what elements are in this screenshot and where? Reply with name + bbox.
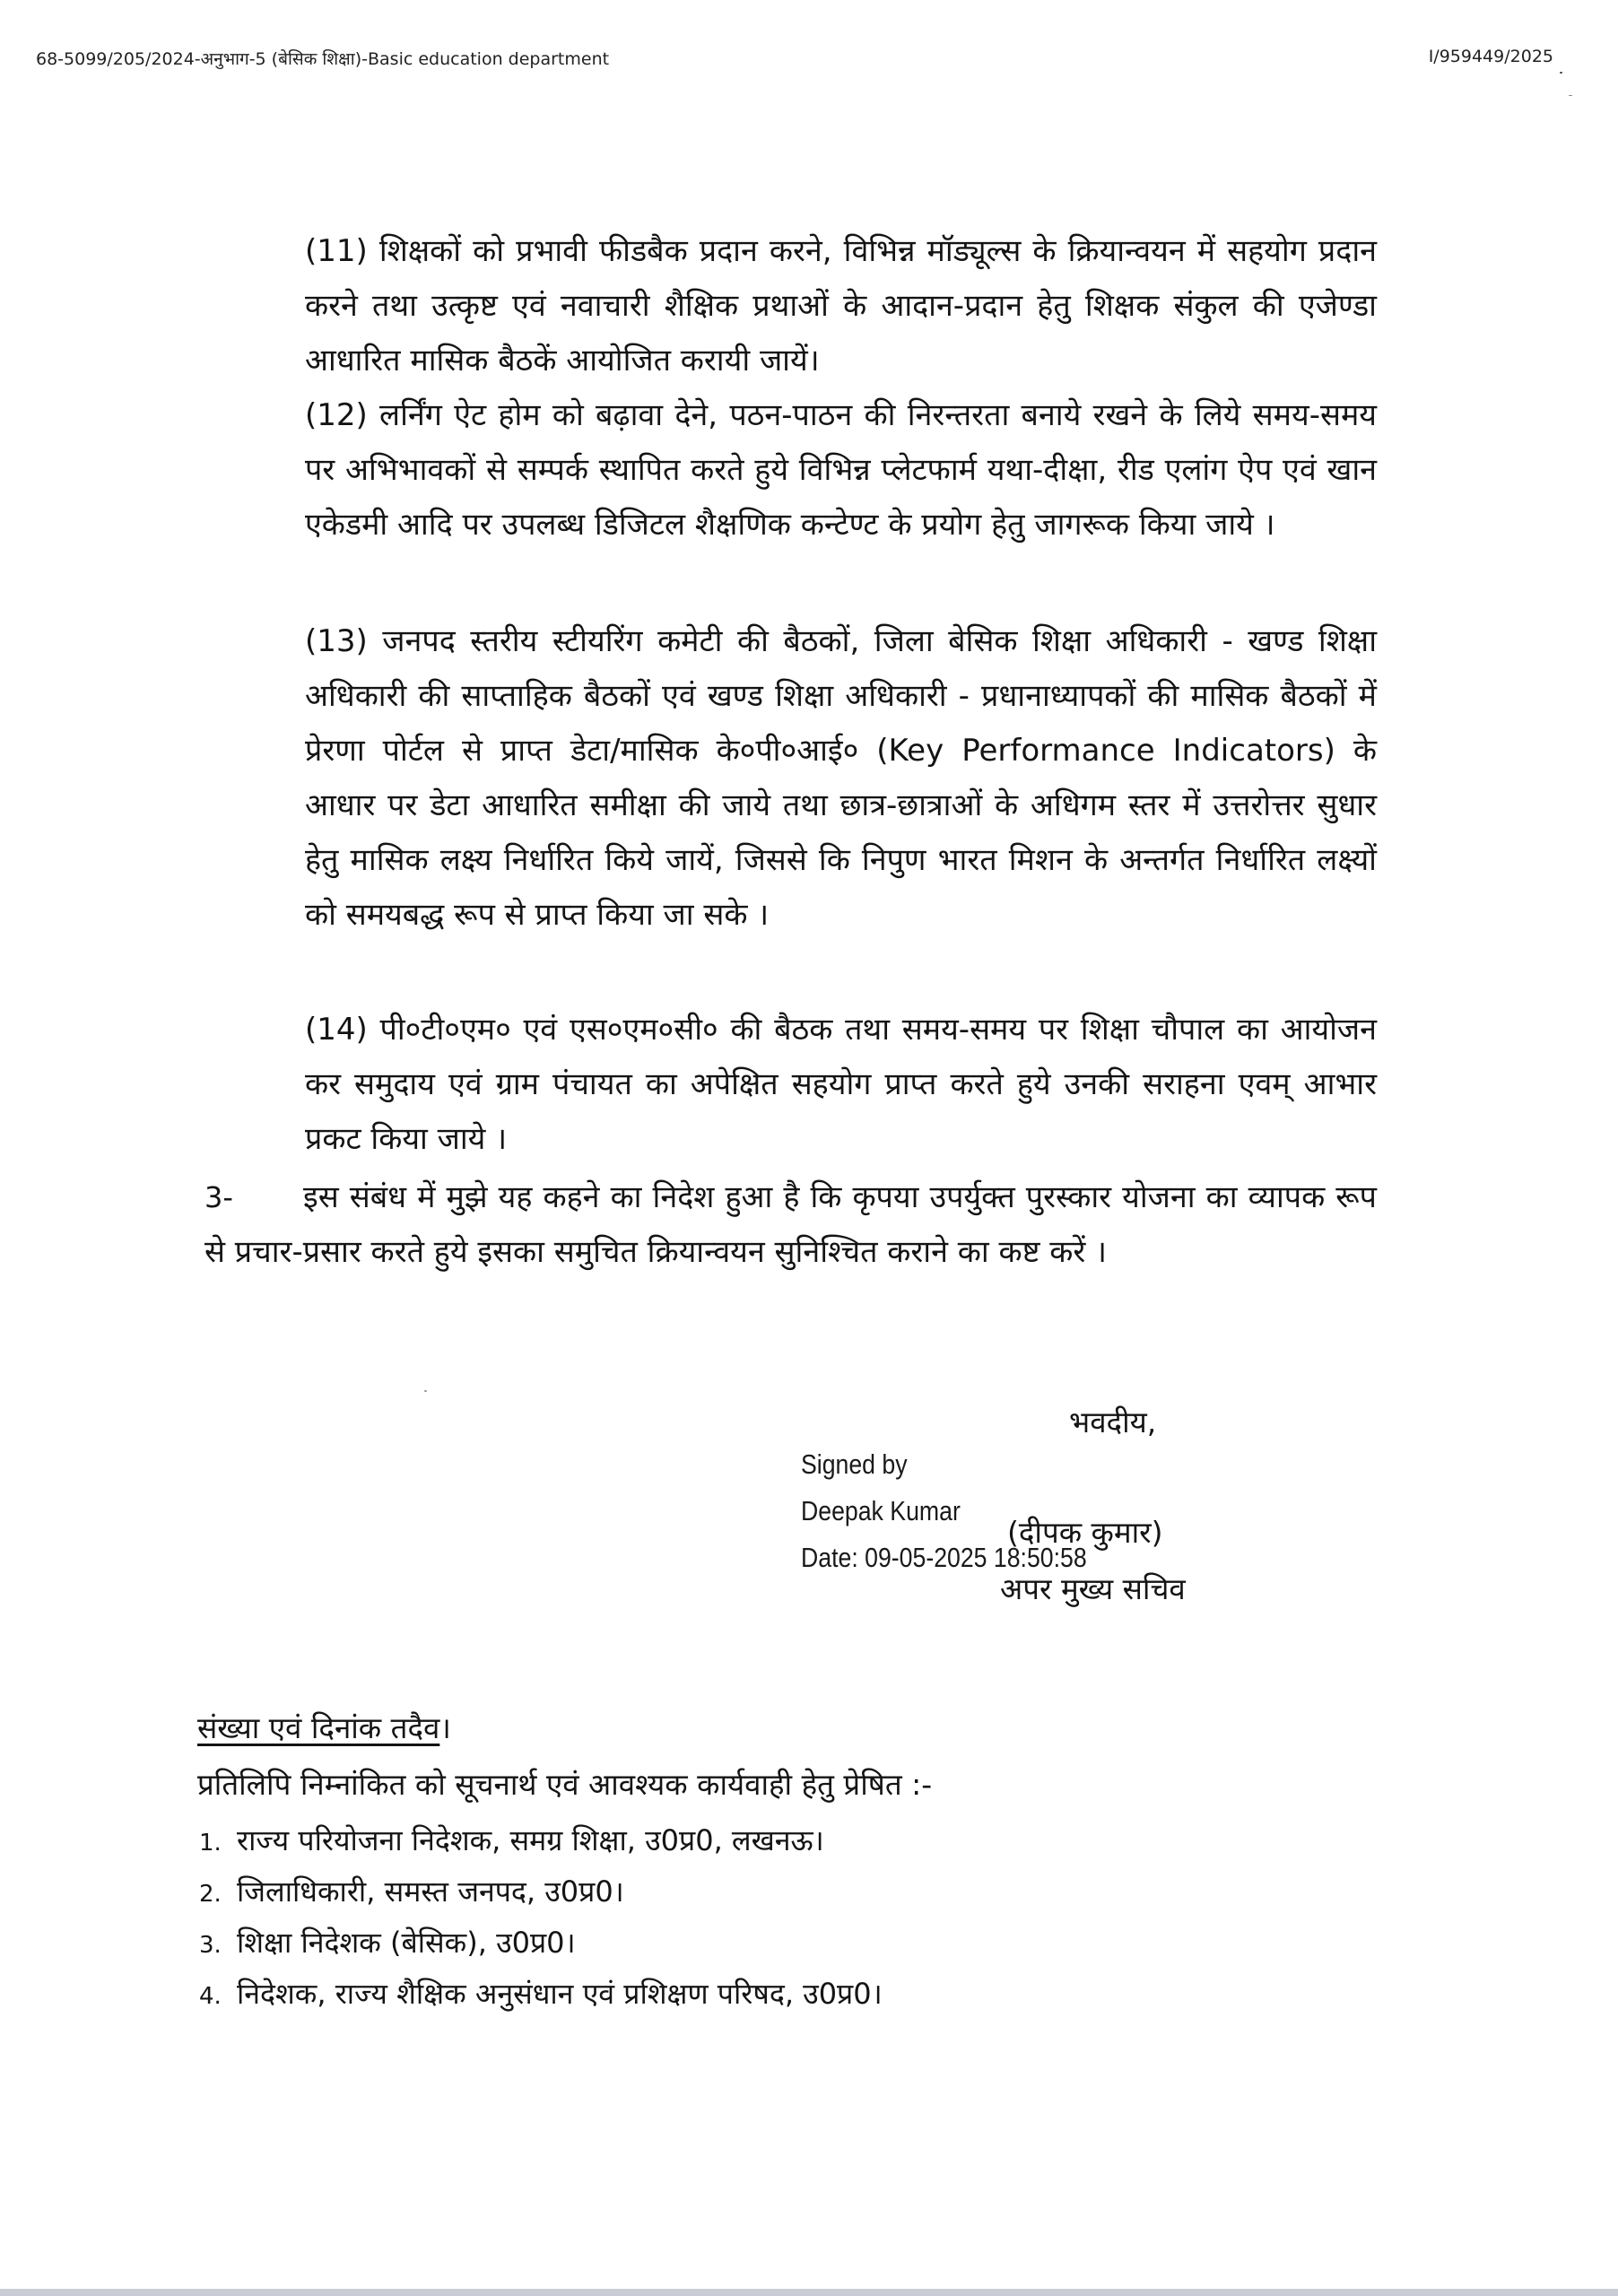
signer-designation: अपर मुख्य सचिव <box>1000 1571 1186 1606</box>
point-12: (12) लर्निंग ऐट होम को बढ़ावा देने, पठन-पाठन की निरन्तरता बनाये रखने के लिये समय-समय पर अभिभावकों से सम्पर्क स्थापित करते हुये विभिन्न प्लेटफार्म यथा-दीक्षा, रीड एलांग ऐप एवं खान एकेडमी आदि पर उपलब्ध डिजिटल शैक्षणिक कन्टेण्ट के प्रयोग हेतु जागरूक किया जाये । <box>305 397 1377 543</box>
list-item <box>199 1969 883 2020</box>
list-item-number: 2. <box>199 1881 222 1908</box>
scan-speck <box>424 1390 427 1392</box>
point-14: (14) पी०टी०एम० एवं एस०एम०सी० की बैठक तथा समय-समय पर शिक्षा चौपाल का आयोजन कर समुदाय एवं ग्राम पंचायत का अपेक्षित सहयोग प्राप्त करते हुये उनकी सराहना एवम् आभार प्रकट किया जाये । <box>305 1012 1377 1157</box>
copy-intro: प्रतिलिपि निम्नांकित को सूचनार्थ एवं आवश्यक कार्यवाही हेतु प्रेषित :- <box>197 1767 933 1802</box>
scan-edge-strip <box>0 2289 1618 2296</box>
list-item-number: 1. <box>199 1830 222 1857</box>
recipient-list <box>199 1815 883 2020</box>
list-item-text: निदेशक, राज्य शैक्षिक अनुसंधान एवं प्रशिक्षण परिषद, उ0प्र0। <box>237 1977 883 2011</box>
number-and-date-label: संख्या एवं दिनांक तदैव <box>197 1710 440 1745</box>
signature-line-signed-by: Signed by <box>801 1448 908 1480</box>
scan-speck <box>1569 95 1572 96</box>
list-item-text: शिक्षा निदेशक (बेसिक), उ0प्र0। <box>237 1926 576 1960</box>
section-3-number: 3- <box>204 1180 233 1214</box>
letter-number: I/959449/2025 <box>1428 47 1553 66</box>
scan-speck <box>1560 72 1562 74</box>
number-and-date-suffix: । <box>439 1710 451 1745</box>
list-item-number: 3. <box>199 1932 222 1959</box>
list-item <box>199 1815 883 1866</box>
signature-line-date: Date: 09-05-2025 18:50:58 <box>801 1542 1087 1573</box>
signer-name: (दीपक कुमार) <box>1007 1515 1163 1550</box>
list-item-text: जिलाधिकारी, समस्त जनपद, उ0प्र0। <box>237 1874 624 1909</box>
list-item <box>199 1866 883 1918</box>
salutation: भवदीय, <box>1069 1405 1157 1439</box>
number-and-date <box>197 1707 451 1747</box>
point-13: (13) जनपद स्तरीय स्टीयरिंग कमेटी की बैठकों, जिला बेसिक शिक्षा अधिकारी - खण्ड शिक्षा अधिकारी की साप्ताहिक बैठकों एवं खण्ड शिक्षा अधिकारी - प्रधानाध्यापकों की मासिक बैठकों में प्रेरणा पोर्टल से प्राप्त डेटा/मासिक के०पी०आई० (Key Performance Indicators) के आधार पर डेटा आधारित समीक्षा की जाये तथा छात्र-छात्राओं के अधिगम स्तर में उत्तरोत्तर सुधार हेतु मासिक लक्ष्य निर्धारित किये जायें, जिससे कि निपुण भारत मिशन के अन्तर्गत निर्धारित लक्ष्यों को समयबद्ध रूप से प्राप्त किया जा सके । <box>305 623 1377 933</box>
file-reference: 68-5099/205/2024-अनुभाग-5 (बेसिक शिक्षा)-Basic education department <box>36 49 610 69</box>
point-11: (11) शिक्षकों को प्रभावी फीडबैक प्रदान करने, विभिन्न मॉड्यूल्स के क्रियान्वयन में सहयोग प्रदान करने तथा उत्कृष्ट एवं नवाचारी शैक्षिक प्रथाओं के आदान-प्रदान हेतु शिक्षक संकुल की एजेण्डा आधारित मासिक बैठकें आयोजित करायी जायें। <box>305 233 1377 378</box>
section-3-text: इस संबंध में मुझे यह कहने का निदेश हुआ है कि कृपया उपर्युक्त पुरस्कार योजना का व्यापक रूप से प्रचार-प्रसार करते हुये इसका समुचित क्रियान्वयन सुनिश्चित कराने का कष्ट करें । <box>204 1179 1377 1270</box>
list-item-number: 4. <box>199 1983 222 2010</box>
signature-line-name: Deepak Kumar <box>801 1495 961 1526</box>
list-item-text: राज्य परियोजना निदेशक, समग्र शिक्षा, उ0प्र0, लखनऊ। <box>237 1823 824 1857</box>
list-item <box>199 1918 883 1969</box>
